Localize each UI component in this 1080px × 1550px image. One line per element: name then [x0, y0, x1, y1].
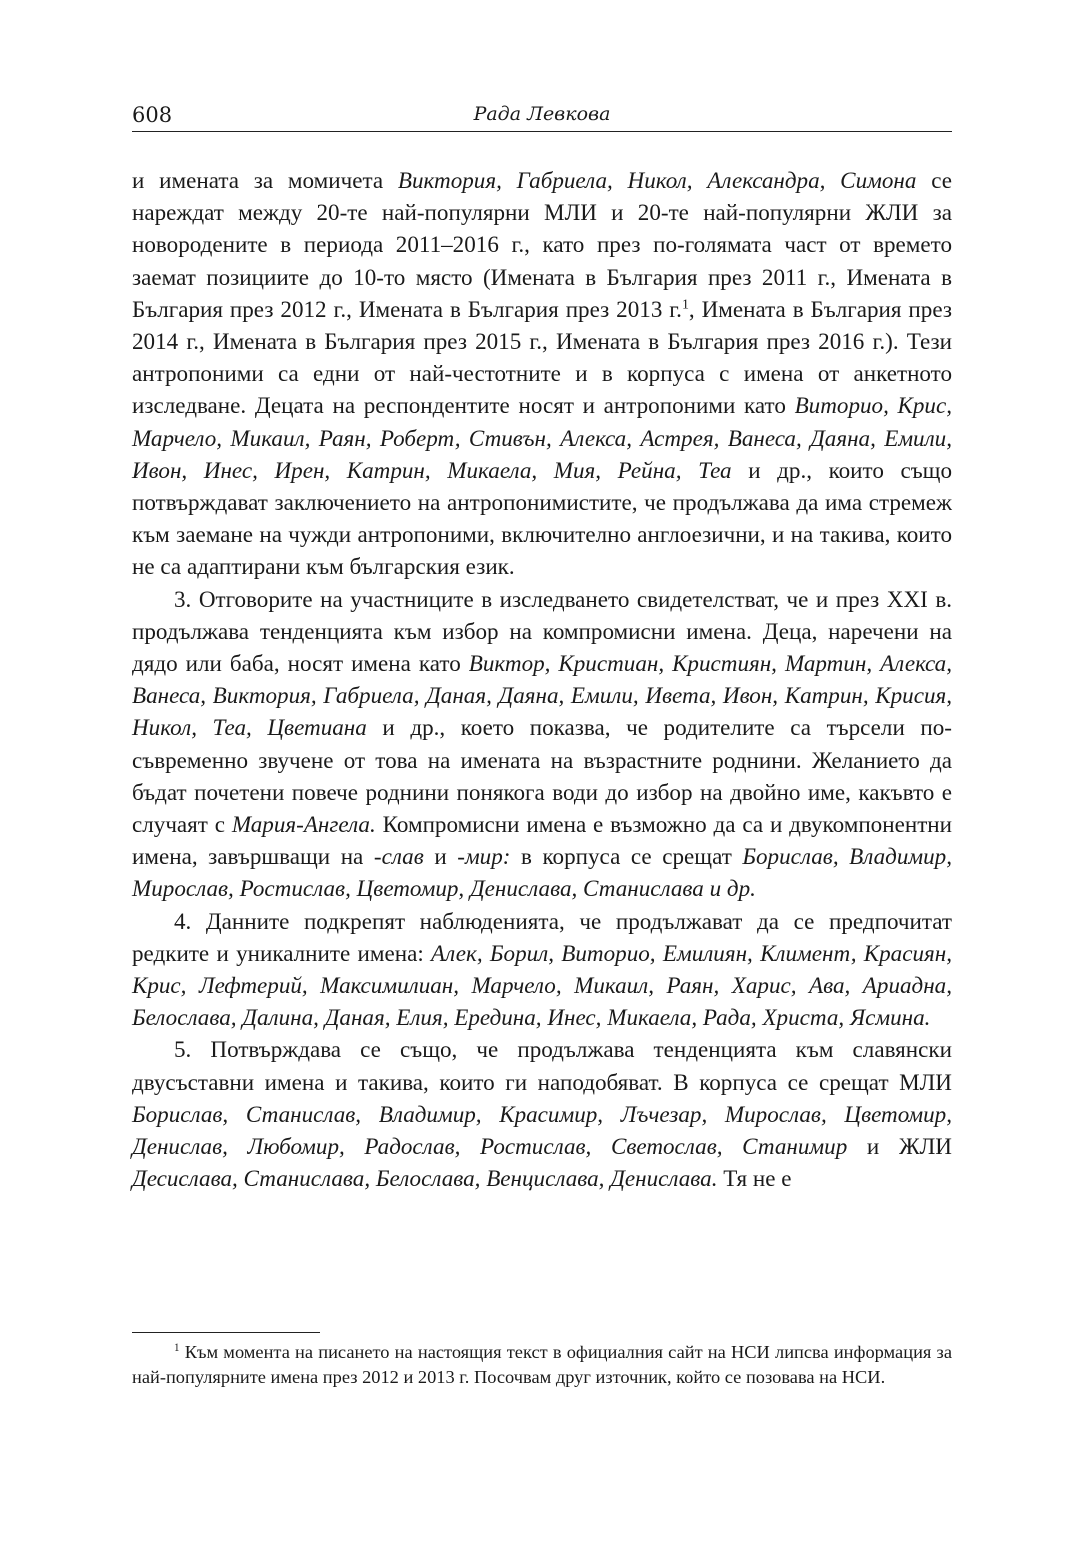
- footnote-number: 1: [174, 1341, 180, 1354]
- page-number: 608: [132, 103, 173, 127]
- text-run: и др., които също потвърждават заключението на антропонимистите, че продължава да има стремеж към заемане на чужди антропоними, включително англоезични, и на такива, които не са адаптирани към българския език.: [132, 456, 952, 580]
- italic-names: Борислав, Владимир, Мирослав, Ростислав, Цветомир, Денислава, Станислава и др.: [132, 843, 953, 902]
- text-run: и имената за момичета: [132, 167, 398, 193]
- italic-names: Виктор, Кристиан, Кристиян, Мартин, Алекса, Ванеса, Виктория, Габриела, Даная, Даяна, Емили, Ивета, Ивон, Катрин, Крисия, Никол, Теа, Цветиана: [132, 650, 952, 741]
- italic-suffix: -слав: [373, 843, 424, 870]
- text-run: и: [423, 843, 458, 870]
- paragraph-1: [132, 164, 952, 583]
- footnote-text: Към момента на писането на настоящия текст в официалния сайт на НСИ липсва информация за най-популярните имена през 2012 и 2013 г. Посочвам друг източник, който се позовава на НСИ.: [132, 1342, 952, 1387]
- italic-names: Мария-Ангела.: [231, 811, 376, 838]
- main-text: [132, 164, 952, 1195]
- paragraph-3: [132, 905, 952, 1034]
- text-run: Компромисни имена е възможно да са и двукомпонентни имена, завършващи на: [132, 811, 952, 870]
- footnote: [132, 1340, 952, 1390]
- text-run: в корпуса се срещат: [510, 843, 743, 870]
- paragraph-4: [132, 1033, 952, 1194]
- footnote-separator: [132, 1332, 320, 1333]
- text-run: , Имената в България през 2014 г., Имената в България през 2015 г., Имената в България през 2016 г.). Тези антропоними са едни от най-честотните и в корпуса с имена от анкетното изследване. Децата на респондентите носят и антропоними като: [132, 295, 952, 419]
- italic-names: Виктория, Габриела, Никол, Александра, Симона: [397, 167, 917, 193]
- text-run: 5. Потвърждава се също, че продължава тенденцията към славянски двусъставни имена и такива, които ги наподобяват. В корпуса се срещат МЛИ: [132, 1036, 952, 1095]
- text-run: Тя не е: [717, 1165, 792, 1192]
- italic-names: Виторио, Крис, Марчело, Микаил, Раян, Роберт, Стивън, Алекса, Астрея, Ванеса, Даяна, Емили, Ивон, Инес, Ирен, Катрин, Микаела, Мия, Рейна, Теа: [132, 392, 952, 483]
- italic-suffix: -мир:: [457, 843, 511, 870]
- running-title: Рада Левкова: [473, 103, 611, 125]
- paragraph-2: [132, 583, 952, 905]
- text-run: 3. Отговорите на участниците в изследването свидетелстват, че и през XXI в. продължава тенденцията към избор на компромисни имена. Деца, наречени на дядо или баба, носят имена като: [132, 585, 952, 677]
- footnote-reference[interactable]: 1: [681, 296, 689, 312]
- italic-names: Борислав, Станислав, Владимир, Красимир, Лъчезар, Мирослав, Цветомир, Денислав, Любомир, Радослав, Ростислав, Светослав, Станимир: [132, 1100, 952, 1160]
- running-header: [132, 103, 952, 132]
- text-run: и ЖЛИ: [847, 1133, 952, 1160]
- text-run: се нареждат между 20-те най-популярни МЛИ и 20-те най-популярни ЖЛИ за новородените в периода 2011–2016 г., като през по-голямата част от времето заемат позициите до 10-то място (Имената в България през 2011 г., Имената в България през 2012 г., Имената в България през 2013 г.: [132, 167, 952, 322]
- text-run: 4. Данните подкрепят наблюденията, че продължават да се предпочитат редките и уникалните имена:: [132, 907, 952, 966]
- italic-names: Алек, Борил, Виторио, Емилиян, Климент, Красиян, Крис, Лефтерий, Максимилиан, Марчело, Микаил, Раян, Харис, Ава, Ариадна, Белослава, Далина, Даная, Елия, Ередина, Инес, Микаела, Рада, Христа, Ясмина.: [132, 939, 952, 1031]
- text-run: и др., което показва, че родителите са търсели по-съвременно звучене от това на имената на възрастните роднини. Желанието да бъдат почетени повече роднини понякога води до избор на двойно име, какъвто е случаят с: [132, 714, 952, 838]
- italic-names: Десислава, Станислава, Белослава, Венцислава, Денислава.: [132, 1165, 718, 1192]
